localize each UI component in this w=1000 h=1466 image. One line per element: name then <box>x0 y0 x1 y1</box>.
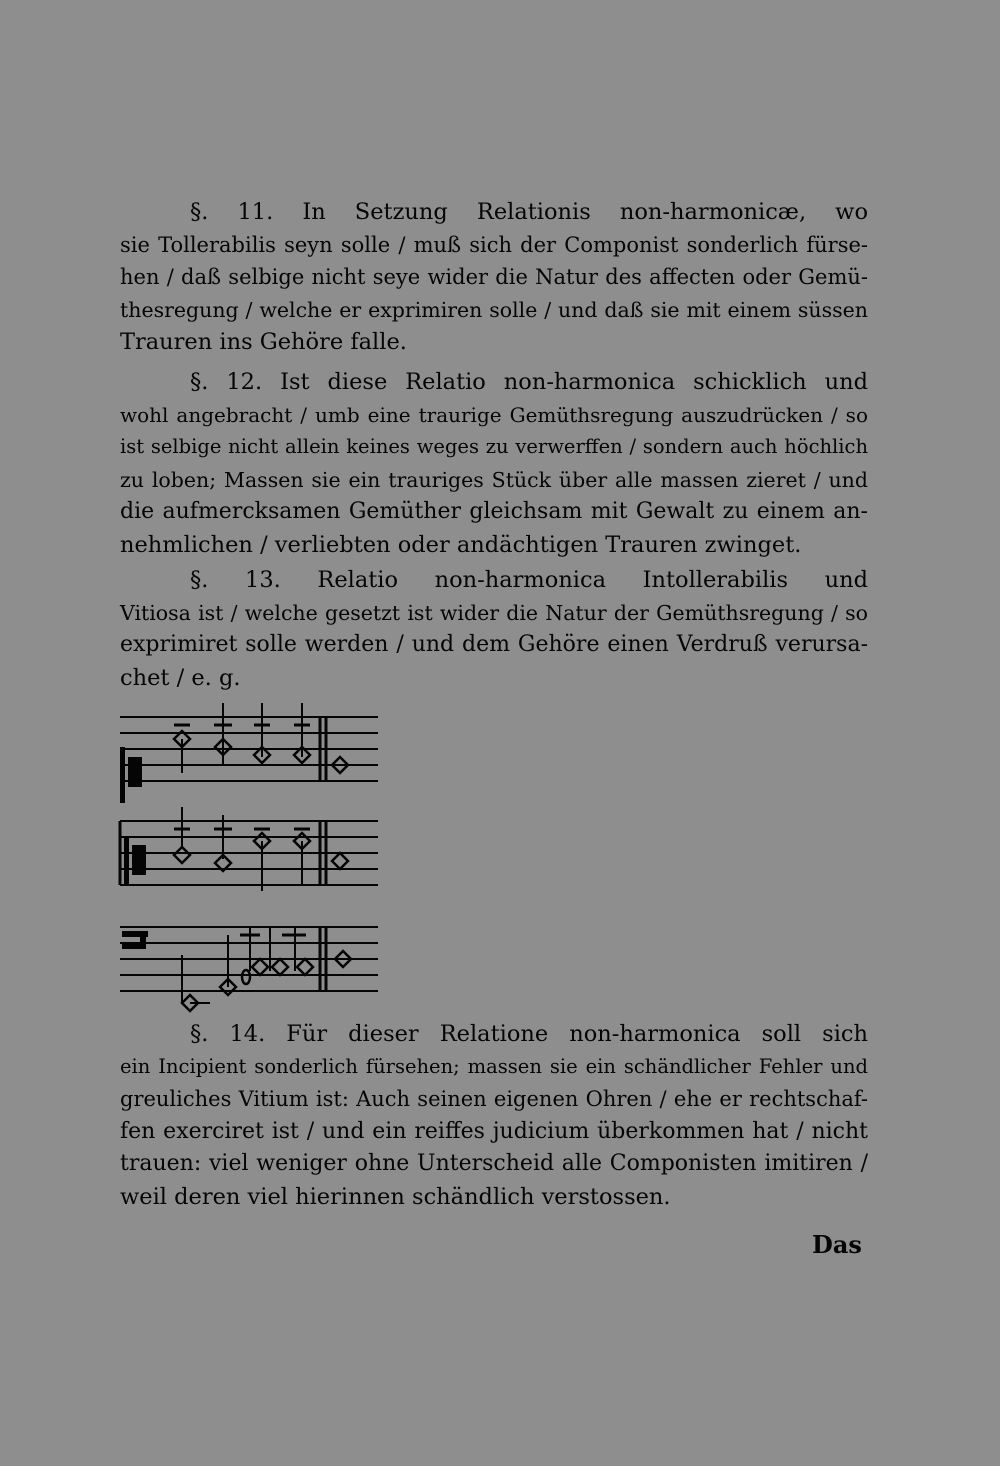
text-line: §. 13. Relatio non-harmonica Intollerabilis und <box>190 567 868 593</box>
text-line: greuliches Vitium ist: Auch seinen eigenen Ohren / ehe er rechtschaf- <box>120 1087 868 1112</box>
text-line: wohl angebracht / umb eine traurige Gemüthsregung auszudrücken / so <box>120 402 868 427</box>
text-line: chet / e. g. <box>120 664 241 691</box>
text-line: Trauren ins Gehöre falle. <box>120 329 407 356</box>
text-line: §. 11. In Setzung Relationis non-harmonicæ, wo <box>190 199 868 225</box>
text-line: §. 12. Ist diese Relatio non-harmonica schicklich und <box>190 369 868 395</box>
c-clef-2 <box>124 837 146 885</box>
text-line: die aufmercksamen Gemüther gleichsam mit Gewalt zu einem an- <box>120 499 868 525</box>
c-clef-1 <box>120 747 142 803</box>
music-example <box>110 695 395 1015</box>
text-line: hen / daß selbige nicht seye wider die Natur des affecten oder Gemü- <box>120 265 868 290</box>
text-line: ist selbige nicht allein keines weges zu verwerffen / sondern auch höchlich <box>120 435 868 459</box>
text-line: trauen: viel weniger ohne Unterscheid alle Componisten imitiren / <box>120 1151 868 1177</box>
text-line: thesregung / welche er exprimiren solle / und daß sie mit einem süssen <box>120 297 868 322</box>
paragraph-11 <box>120 196 868 359</box>
f-clef <box>122 931 148 949</box>
catchword: Das <box>812 1230 862 1259</box>
text-line: zu loben; Massen sie ein trauriges Stück über alle massen zieret / und <box>120 467 868 492</box>
staff-1 <box>120 703 378 781</box>
text-line: exprimiret solle werden / und dem Gehöre einen Verdruß verursa- <box>120 632 868 658</box>
paragraph-13 <box>120 564 868 694</box>
text-line: fen exerciret ist / und ein reiffes judicium überkommen hat / nicht <box>120 1118 868 1144</box>
paragraph-12 <box>120 366 868 562</box>
text-line: weil deren viel hierinnen schändlich verstossen. <box>120 1183 671 1210</box>
text-line: Vitiosa ist / welche gesetzt ist wider die Natur der Gemüthsregung / so <box>120 600 868 625</box>
paragraph-14 <box>120 1018 868 1214</box>
text-line: ein Incipient sonderlich fürsehen; massen sie ein schändlicher Fehler und <box>120 1054 868 1078</box>
staff-2 <box>120 807 378 891</box>
text-line: nehmlichen / verliebten oder andächtigen Trauren zwinget. <box>120 531 802 558</box>
text-line: §. 14. Für dieser Relatione non-harmonica soll sich <box>190 1021 868 1047</box>
text-line: sie Tollerabilis seyn solle / muß sich der Componist sonderlich fürse- <box>120 232 868 257</box>
